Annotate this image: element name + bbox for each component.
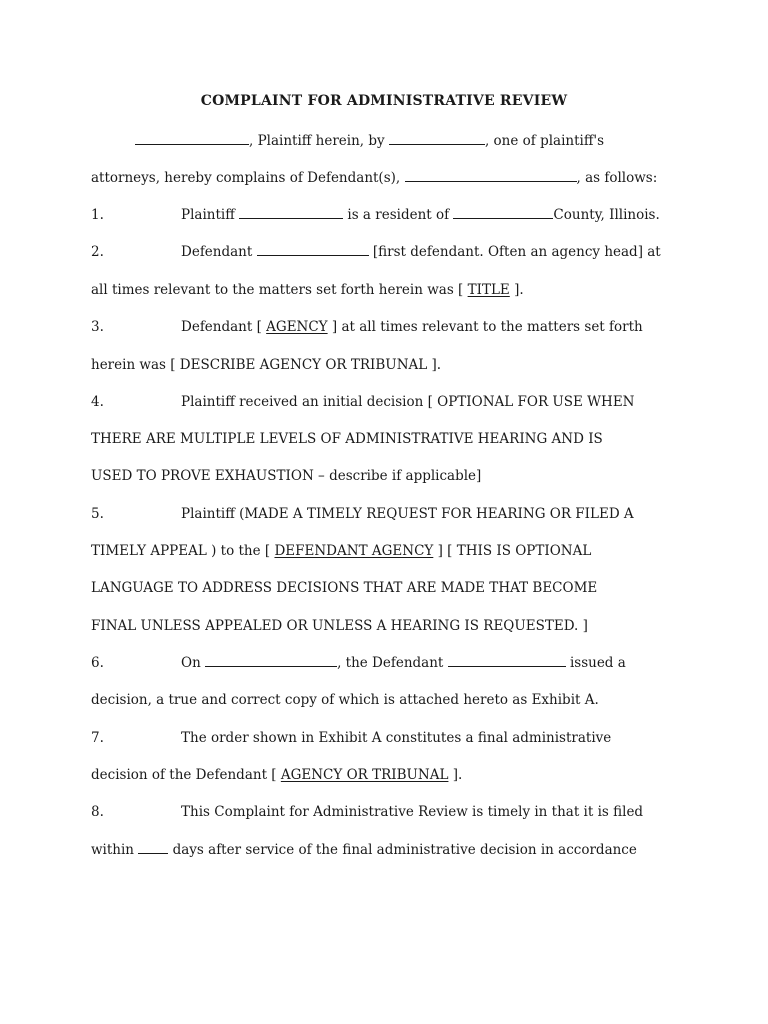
paragraph-4-line-3: USED TO PROVE EXHAUSTION – describe if applicable] [91, 468, 482, 484]
county-blank[interactable] [453, 206, 553, 219]
intro-line-1: , Plaintiff herein, by , one of plaintiff's [91, 132, 691, 150]
paragraph-5-line-2: TIMELY APPEAL ) to the [ DEFENDANT AGENCY ] [ THIS IS OPTIONAL [91, 543, 592, 559]
paragraph-8-line-2: within days after service of the final administrative decision in accordance [91, 842, 637, 858]
document-title: COMPLAINT FOR ADMINISTRATIVE REVIEW [200, 93, 568, 109]
agency-field[interactable]: AGENCY [266, 319, 328, 335]
paragraph-7-line-2: decision of the Defendant [ AGENCY OR TRIBUNAL ]. [91, 767, 463, 783]
days-blank[interactable] [138, 841, 168, 854]
paragraph-5-line-1: 5. Plaintiff (MADE A TIMELY REQUEST FOR HEARING OR FILED A [91, 506, 634, 522]
intro-line-2: attorneys, hereby complains of Defendant(s), , as follows: [91, 170, 658, 186]
defendant-blank[interactable] [257, 243, 369, 256]
defendant-name-blank[interactable] [448, 654, 566, 667]
date-blank[interactable] [205, 654, 337, 667]
paragraph-6-line-1: 6. On , the Defendant issued a [91, 655, 626, 671]
paragraph-2-line-1: 2. Defendant [first defendant. Often an agency head] at [91, 244, 661, 260]
paragraph-5-line-4: FINAL UNLESS APPEALED OR UNLESS A HEARING IS REQUESTED. ] [91, 618, 588, 634]
attorney-name-blank[interactable] [389, 132, 485, 145]
paragraph-5-line-3: LANGUAGE TO ADDRESS DECISIONS THAT ARE MADE THAT BECOME [91, 580, 598, 596]
paragraph-1: 1. Plaintiff is a resident of County, Illinois. [91, 207, 660, 223]
plaintiff-blank[interactable] [239, 206, 343, 219]
paragraph-8-line-1: 8. This Complaint for Administrative Review is timely in that it is filed [91, 804, 644, 820]
agency-tribunal-field[interactable]: AGENCY OR TRIBUNAL [280, 767, 449, 783]
paragraph-2-line-2: all times relevant to the matters set forth herein was [ TITLE ]. [91, 282, 524, 298]
paragraph-4-line-2: THERE ARE MULTIPLE LEVELS OF ADMINISTRATIVE HEARING AND IS [91, 431, 603, 447]
paragraph-3-line-1: 3. Defendant [ AGENCY ] at all times relevant to the matters set forth [91, 319, 643, 335]
paragraph-7-line-1: 7. The order shown in Exhibit A constitutes a final administrative [91, 730, 612, 746]
paragraph-4-line-1: 4. Plaintiff received an initial decision [ OPTIONAL FOR USE WHEN [91, 394, 635, 410]
plaintiff-name-blank[interactable] [135, 132, 249, 145]
defendants-blank[interactable] [405, 169, 577, 182]
defendant-agency-field[interactable]: DEFENDANT AGENCY [274, 543, 434, 559]
paragraph-3-line-2: herein was [ DESCRIBE AGENCY OR TRIBUNAL ]. [91, 357, 442, 373]
paragraph-6-line-2: decision, a true and correct copy of which is attached hereto as Exhibit A. [91, 692, 599, 708]
title-field[interactable]: TITLE [467, 282, 510, 298]
